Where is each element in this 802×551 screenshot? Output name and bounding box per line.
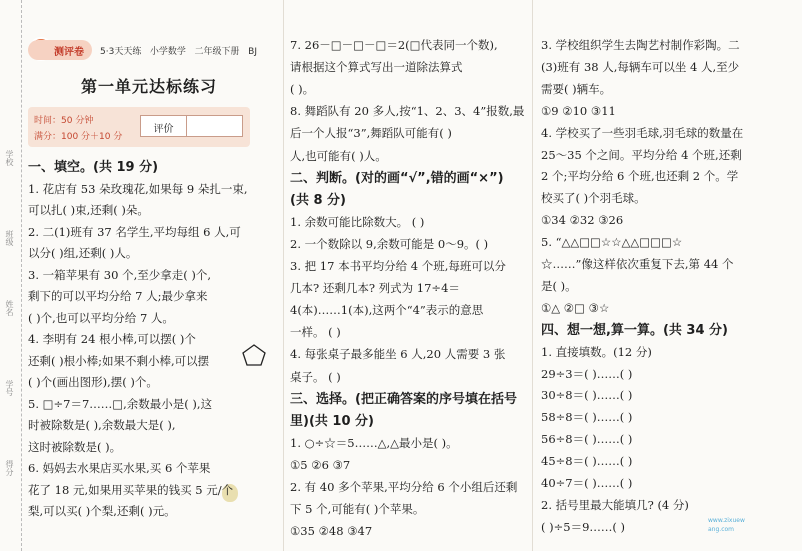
test-badge: 测评卷 xyxy=(28,40,92,60)
question-line: 梨,可以买( )个梨,还剩( )元。 xyxy=(28,504,176,518)
watermark-line: www.zixuew xyxy=(708,517,745,524)
binding-label: 班级 xyxy=(5,230,14,246)
question-line: 56÷8＝( )……( ) xyxy=(541,432,633,447)
question-line: ①△ ②□ ③☆ xyxy=(541,300,610,315)
binding-label: 学校 xyxy=(5,150,14,166)
question-line: 2 个;平均分给 6 个班,也还剩 2 个。学 xyxy=(541,169,739,184)
time-limit: 时间：50 分钟 xyxy=(34,116,94,126)
column-left xyxy=(28,0,270,551)
question-line: 可以扎( )束,还剩( )朵。 xyxy=(28,203,149,217)
evaluation-field[interactable] xyxy=(187,116,242,136)
section-heading: (共 8 分) xyxy=(290,192,346,208)
question-line: 下 5 个,可能有( )个苹果。 xyxy=(290,502,425,517)
question-line: 1. ○÷☆＝5……△,△最小是( )。 xyxy=(290,435,458,450)
question-line: 需要( )辆车。 xyxy=(541,81,612,96)
question-line: 4(本)……1(本),这两个“4”表示的意思 xyxy=(290,303,484,318)
question-line: 人,也可能有( )人。 xyxy=(290,148,387,163)
question-line: 5. □÷7＝7……□,余数最小是( ),这 xyxy=(28,396,213,411)
question-line: ①5 ②6 ③7 xyxy=(290,457,351,472)
question-line: 校买了( )个羽毛球。 xyxy=(541,191,646,206)
question-line: ①9 ②10 ③11 xyxy=(541,103,616,118)
question-line: 7. 26－□－□－□＝2(□代表同一个数), xyxy=(290,38,498,52)
binding-label: 姓名 xyxy=(5,300,14,316)
pentagon-icon xyxy=(242,344,266,366)
question-line: 一样。 ( ) xyxy=(290,325,341,340)
edition-name: BJ xyxy=(248,47,257,57)
question-line: ( )÷5＝9……( ) xyxy=(541,519,626,534)
subject-name: 小学数学 xyxy=(149,47,186,57)
question-line: ①34 ②32 ③26 xyxy=(541,213,624,228)
question-line: 桌子。 ( ) xyxy=(290,369,341,384)
question-line: 6. 妈妈去水果店买水果,买 6 个苹果 xyxy=(28,461,211,475)
question-line: 这时被除数是( )。 xyxy=(28,439,122,454)
series-name: 5·3天天练 xyxy=(100,47,142,57)
question-line: 2. 二(1)班有 37 名学生,平均每组 6 人,可 xyxy=(28,224,241,239)
question-line: ①35 ②48 ③47 xyxy=(290,524,373,539)
watermark-logo xyxy=(708,516,760,538)
question-line: ( )。 xyxy=(290,82,315,97)
question-line: 3. 把 17 本书平均分给 4 个班,每班可以分 xyxy=(290,259,506,273)
section-heading: 四、想一想,算一算。(共 34 分) xyxy=(541,322,728,338)
question-line: 以分( )组,还剩( )人。 xyxy=(28,246,138,260)
binding-strip xyxy=(0,0,22,551)
question-line: 58÷8＝( )……( ) xyxy=(541,410,633,425)
question-line: 45÷8＝( )……( ) xyxy=(541,454,633,469)
info-box xyxy=(28,107,250,147)
question-line: 2. 括号里最大能填几? (4 分) xyxy=(541,497,689,512)
question-line: 4. 李明有 24 根小棒,可以摆( )个 xyxy=(28,332,196,346)
question-line: 后一个人报“3”,舞蹈队可能有( ) xyxy=(290,126,452,141)
section-heading: 二、判断。(对的画“√”,错的画“×”) xyxy=(290,170,504,186)
header-meta xyxy=(100,44,257,57)
question-line: 40÷7＝( )……( ) xyxy=(541,476,633,490)
question-line: 8. 舞蹈队有 20 多人,按“1、2、3、4”报数,最 xyxy=(290,104,525,119)
question-line: 1. 直接填数。(12 分) xyxy=(541,344,652,359)
question-line: ( )个(画出图形),摆( )个。 xyxy=(28,375,158,389)
question-line: 请根据这个算式写出一道除法算式 xyxy=(290,60,463,75)
binding-label: 得分 xyxy=(5,460,14,476)
question-line: 是( )。 xyxy=(541,278,577,293)
binding-label: 学号 xyxy=(5,380,14,396)
question-line: 25～35 个之间。平均分给 4 个班,还剩 xyxy=(541,147,742,162)
question-line: 几本? 还剩几本? 列式为 17÷4＝ xyxy=(290,281,460,296)
question-line: ☆……”像这样依次重复下去,第 44 个 xyxy=(541,257,734,271)
full-score: 满分：100 分＋10 分 xyxy=(34,132,123,142)
evaluation-label: 评价 xyxy=(141,116,187,136)
question-line: 2. 有 40 多个苹果,平均分给 6 个小组后还剩 xyxy=(290,480,518,494)
question-line: 1. 余数可能比除数大。 ( ) xyxy=(290,214,425,229)
evaluation-box[interactable] xyxy=(140,115,243,137)
question-line: 4. 学校买了一些羽毛球,羽毛球的数量在 xyxy=(541,125,744,140)
grade-name: 二年级下册 xyxy=(194,47,240,57)
page-title: 第一单元达标练习 xyxy=(80,77,217,96)
question-line: 4. 每张桌子最多能坐 6 人,20 人需要 3 张 xyxy=(290,347,506,362)
question-line: 5. “△△□□☆☆△△□□□☆ xyxy=(541,235,683,250)
section-heading: 一、填空。(共 19 分) xyxy=(28,160,159,175)
column-right xyxy=(532,0,800,551)
question-line: 还剩( )根小棒;如果不剩小棒,可以摆 xyxy=(28,353,210,368)
question-line: 花了 18 元,如果用买苹果的钱买 5 元/个 xyxy=(28,482,234,497)
question-line: 2. 一个数除以 9,余数可能是 0～9。( ) xyxy=(290,236,489,251)
watermark-line: ang.com xyxy=(708,526,735,533)
column-middle xyxy=(283,0,525,551)
section-heading: 三、选择。(把正确答案的序号填在括号 xyxy=(290,391,517,407)
question-line: 3. 一箱苹果有 30 个,至少拿走( )个, xyxy=(28,267,212,282)
question-line: 1. 花店有 53 朵玫瑰花,如果每 9 朵扎一束, xyxy=(28,181,248,196)
question-line: 29÷3＝( )……( ) xyxy=(541,366,633,381)
question-line: 剩下的可以平均分给 7 人;最少拿来 xyxy=(28,289,208,303)
question-line: 3. 学校组织学生去陶艺村制作彩陶。二 xyxy=(541,38,740,52)
section-heading: 里)(共 10 分) xyxy=(290,413,374,429)
question-line: ( )个,也可以平均分给 7 人。 xyxy=(28,310,174,325)
question-line: (3)班有 38 人,每辆车可以坐 4 人,至少 xyxy=(541,59,740,74)
question-line: 30÷8＝( )……( ) xyxy=(541,388,633,403)
question-line: 时被除数是( ),余数最大是( ), xyxy=(28,418,176,432)
